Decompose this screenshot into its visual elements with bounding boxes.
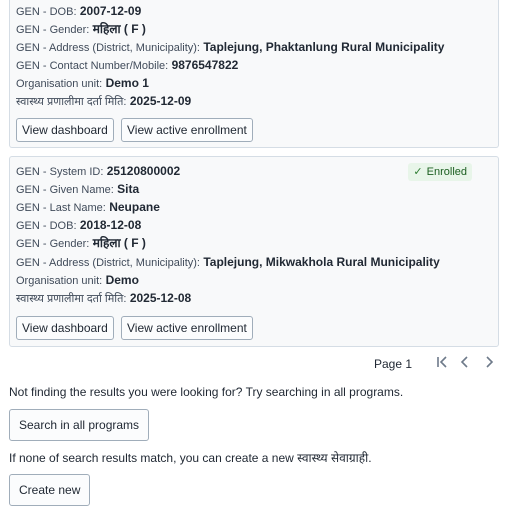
field-value: Taplejung, Phaktanlung Rural Municipality [203, 40, 445, 54]
view-dashboard-button[interactable]: View dashboard [16, 118, 114, 142]
create-new-hint-text: If none of search results match, you can create a new स्वास्थ्य सेवाग्राही. [9, 451, 372, 465]
enrolled-badge [408, 163, 472, 181]
field-value: 9876547822 [171, 58, 239, 72]
field-value: Sita [117, 182, 140, 196]
view-active-enrollment-button[interactable]: View active enrollment [121, 316, 253, 340]
field-label: GEN - Gender: [16, 24, 90, 36]
view-active-enrollment-button[interactable]: View active enrollment [121, 118, 253, 142]
result-field-registration-date [16, 289, 191, 307]
field-label: GEN - DOB: [16, 6, 77, 18]
field-label: GEN - Contact Number/Mobile: [16, 60, 169, 72]
result-field-system-id [16, 162, 180, 180]
page-indicator: Page 1 [374, 357, 413, 371]
field-value: महिला ( F ) [92, 22, 146, 36]
field-value: Demo [105, 273, 139, 287]
result-field-dob [16, 2, 141, 20]
first-page-icon[interactable] [433, 354, 451, 374]
not-finding-results-text: Not finding the results you were looking for? Try searching in all programs. [9, 385, 404, 399]
field-label: GEN - Gender: [16, 238, 90, 250]
result-field-given-name [16, 180, 139, 198]
field-label: GEN - Last Name: [16, 202, 106, 214]
result-field-dob [16, 216, 141, 234]
create-new-button[interactable]: Create new [9, 474, 90, 506]
result-field-gender [16, 234, 146, 252]
field-value: 2025-12-09 [129, 94, 192, 108]
field-label: स्वास्थ्य प्रणालीमा दर्ता मिति: [16, 96, 127, 108]
field-label: GEN - Address (District, Municipality): [16, 42, 200, 54]
field-label: GEN - System ID: [16, 166, 104, 178]
result-field-org-unit [16, 74, 149, 92]
result-field-gender [16, 20, 146, 38]
field-value: 2025-12-08 [129, 291, 192, 305]
field-label: GEN - Given Name: [16, 184, 114, 196]
result-field-contact [16, 56, 238, 74]
field-label: GEN - DOB: [16, 220, 77, 232]
result-field-org-unit [16, 271, 139, 289]
field-value: 2007-12-09 [79, 4, 142, 18]
chevron-left-icon[interactable] [456, 354, 474, 374]
result-field-address [16, 253, 440, 271]
field-value: महिला ( F ) [92, 236, 146, 250]
check-icon: ✓ [413, 166, 423, 178]
field-value: 2018-12-08 [79, 218, 142, 232]
field-label: GEN - Address (District, Municipality): [16, 257, 200, 269]
search-result-card [9, 156, 499, 347]
search-all-programs-button[interactable]: Search in all programs [9, 409, 149, 441]
view-dashboard-button[interactable]: View dashboard [16, 316, 114, 340]
field-value: Neupane [109, 200, 160, 214]
search-result-card [9, 0, 499, 148]
result-field-registration-date [16, 92, 191, 110]
field-label: Organisation unit: [16, 275, 103, 287]
field-label: Organisation unit: [16, 78, 103, 90]
field-label: स्वास्थ्य प्रणालीमा दर्ता मिति: [16, 293, 127, 305]
chevron-right-icon[interactable] [480, 354, 498, 374]
result-field-address [16, 38, 444, 56]
field-value: Demo 1 [105, 76, 149, 90]
field-value: Taplejung, Mikwakhola Rural Municipality [203, 255, 440, 269]
field-value: 25120800002 [106, 164, 181, 178]
result-field-last-name [16, 198, 160, 216]
enrolled-badge-label: Enrolled [426, 166, 467, 178]
